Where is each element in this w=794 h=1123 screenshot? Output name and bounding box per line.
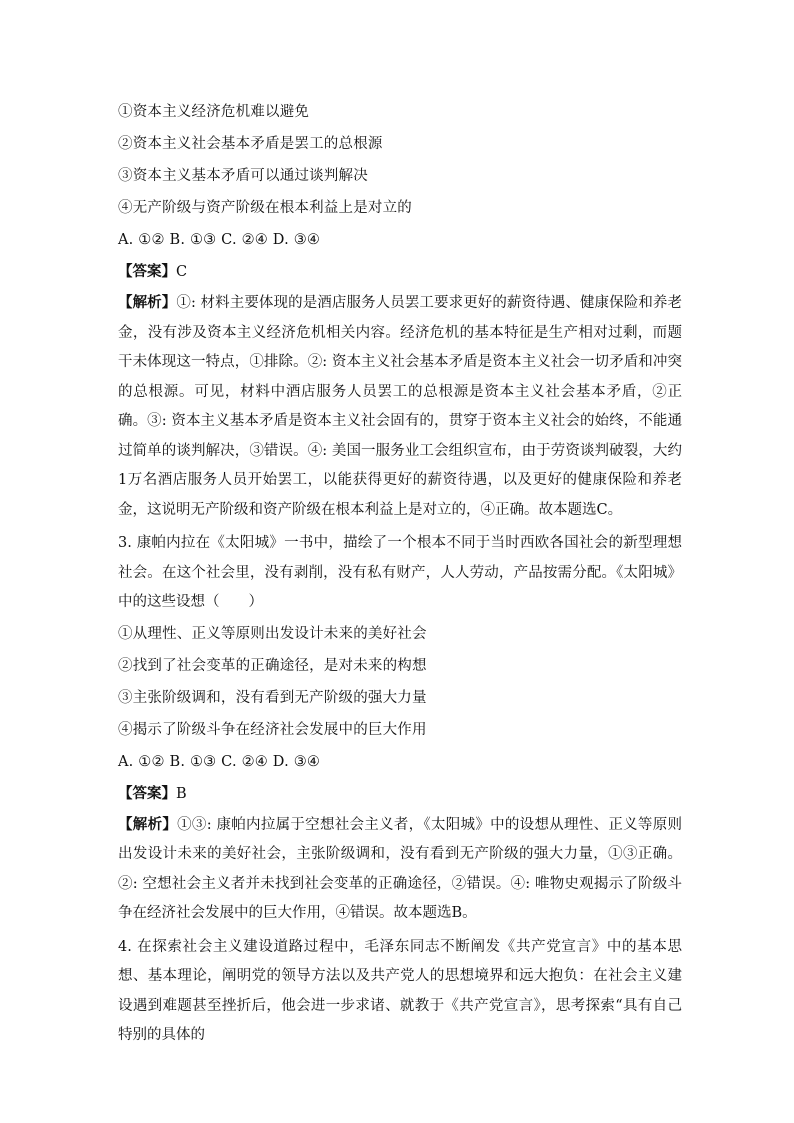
analysis-text: ①: 材料主要体现的是酒店服务人员罢工要求更好的薪资待遇、健康保险和养老金，没有涉及资本主义经济危机相关内容。经济危机的基本特征是生产相对过剩，而题干未体现这一特点，①排除。②: 资本主义社会基本矛盾是资本主义社会一切矛盾和冲突的总根源。可见，材料中酒店服务人员罢工的总根源是资本主义社会基本矛盾，②正确。③: 资本主义基本矛盾是资本主义社会固有的，贯穿于资本主义社会的始终，不能通过简单的谈判解决，③错误。④: 美国一服务业工会组织宣布，由于劳资谈判破裂，大约1万名酒店服务人员开始罢工，以能获得更好的薪资待遇，以及更好的健康保险和养老金，这说明无产阶级和资产阶级在根本利益上是对立的，④正确。故本题选C。: [118, 295, 682, 518]
question-3-analysis: [118, 810, 682, 929]
analysis-tag: 【解析】: [118, 815, 178, 833]
option-1: ①资本主义经济危机难以避免: [118, 104, 310, 120]
question-2-options: [118, 96, 682, 224]
question-2-answer: [118, 256, 682, 288]
option-1: ①从理性、正义等原则出发设计未来的美好社会: [118, 625, 427, 642]
question-2-choices: A. ①② B. ①③ C. ②④ D. ③④: [118, 232, 321, 248]
question-3-stem: 3. 康帕内拉在《太阳城》一书中，描绘了一个根本不同于当时西欧各国社会的新型理想社会。在这个社会里，没有剥削，没有私有财产，人人劳动，产品按需分配。《太阳城》中的这些设想（ ）: [118, 535, 682, 610]
option-2: ②资本主义社会基本矛盾是罢工的总根源: [118, 136, 383, 152]
answer-tag: 【答案】: [118, 784, 176, 802]
answer-value: B: [176, 785, 187, 802]
option-4: ④揭示了阶级斗争在经济社会发展中的巨大作用: [118, 721, 427, 738]
analysis-text: ①③: 康帕内拉属于空想社会主义者，《太阳城》中的设想从理性、正义等原则出发设计未来的美好社会，主张阶级调和，没有看到无产阶级的强大力量，①③正确。②: 空想社会主义者并未找到社会变革的正确途径，②错误。④: 唯物史观揭示了阶级斗争在经济社会发展中的巨大作用，④错误。故本题选B。: [118, 816, 683, 921]
option-2: ②找到了社会变革的正确途径，是对未来的构想: [118, 657, 427, 674]
question-3-options: [118, 618, 682, 746]
question-2-analysis: [118, 288, 682, 525]
question-4-stem: 4. 在探索社会主义建设道路过程中，毛泽东同志不断阐发《共产党宣言》中的基本思想、基本理论，阐明党的领导方法以及共产党人的思想境界和远大抱负：在社会主义建设遇到难题甚至挫折后，他会进一步求诸、就教于《共产党宣言》，思考探索“具有自己特别的具体的: [118, 938, 682, 1043]
analysis-tag: 【解析】: [118, 294, 177, 311]
option-4: ④无产阶级与资产阶级在根本利益上是对立的: [118, 200, 412, 216]
question-3-choices: A. ①② B. ①③ C. ②④ D. ③④: [118, 753, 321, 770]
answer-tag: 【答案】: [118, 263, 176, 280]
option-3: ③资本主义基本矛盾可以通过谈判解决: [118, 168, 368, 184]
answer-value: C: [176, 264, 188, 280]
question-3-answer: [118, 778, 682, 810]
option-3: ③主张阶级调和，没有看到无产阶级的强大力量: [118, 689, 427, 706]
